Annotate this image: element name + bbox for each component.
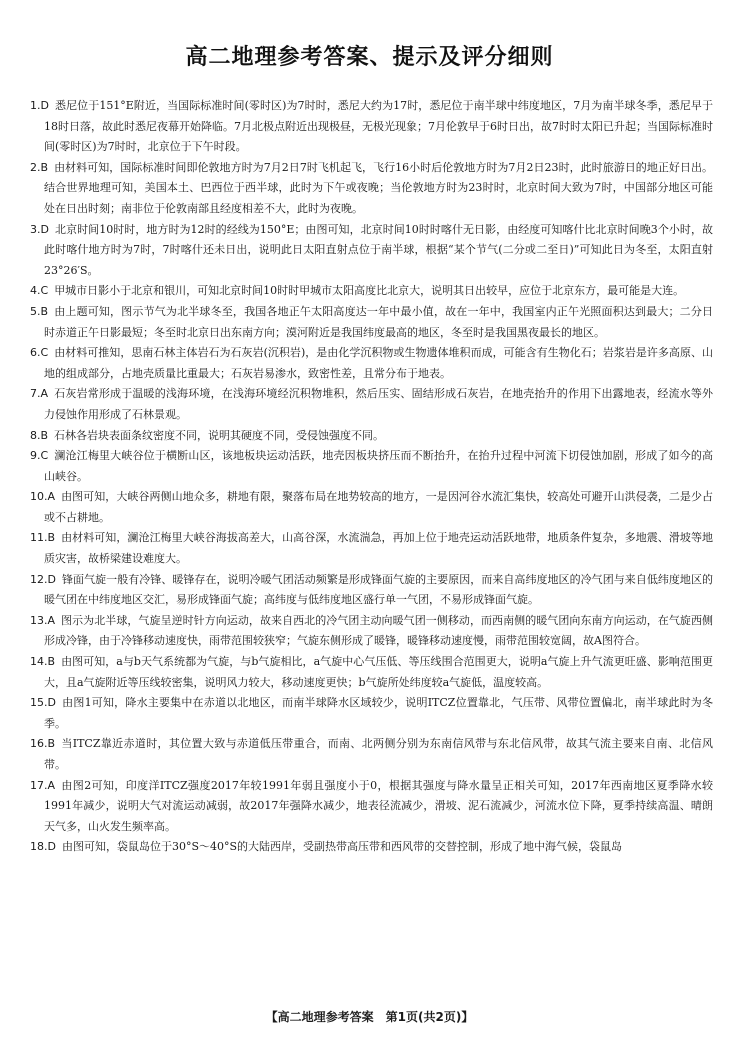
explanation-text: 由上题可知，图示节气为北半球冬至，我国各地正午太阳高度达一年中最小值，故在一年中，我国室内正午光照面积达到最大；二分日时赤道正午日影最短；冬至时北京日出东南方向；漠河附近是我国纬度最高的地区，冬至时是我国黑夜最长的地区。	[44, 304, 713, 339]
explanation-text: 由图可知，a与b天气系统都为气旋，与b气旋相比，a气旋中心气压低、等压线围合范围更大，说明a气旋上升气流更旺盛、影响范围更大，且a气旋附近等压线较密集，说明风力较大，移动速度更快；b气旋所处纬度较a气旋低，温度较高。	[44, 655, 713, 689]
question-number: 17.	[30, 778, 48, 792]
explanation-text: 甲城市日影小于北京和银川，可知北京时间10时时甲城市太阳高度比北京大，说明其日出较早，应位于北京东方，最可能是大连。	[54, 284, 685, 298]
explanation-text: 由材料可知，澜沧江梅里大峡谷海拔高差大，山高谷深，水流湍急，再加上位于地壳运动活跃地带，地质条件复杂，多地震、滑坡等地质灾害，故桥梁建设难度大。	[44, 531, 713, 566]
answer-letter: D	[40, 99, 49, 112]
answer-item	[30, 652, 713, 693]
explanation-text: 北京时间10时时，地方时为12时的经线为150°E；由图可知，北京时间10时时喀什无日影，由经度可知喀什比北京时间晚3个小时，故此时喀什地方时为7时，7时喀什还未日出，说明此日太阳直射点位于南半球，根据“某个节气(二分或二至日)”可知此日为冬至，太阳直射23°26′S。	[44, 222, 713, 277]
answer-letter: D	[47, 696, 56, 710]
answer-letter: C	[40, 449, 49, 463]
question-number: 11.	[30, 531, 48, 545]
explanation-text: 锋面气旋一般有冷锋、暖锋存在，说明冷暖气团活动频繁是形成锋面气旋的主要原因，而来自高纬度地区的冷气团与来自低纬度地区的暖气团在中纬度地区交汇，易形成锋面气旋；高纬度与低纬度地区盛行单一气团，不易形成锋面气旋。	[44, 572, 713, 607]
question-number: 8.	[30, 428, 41, 442]
answer-letter: B	[47, 655, 56, 669]
answer-letter: A	[40, 387, 49, 401]
question-number: 5.	[30, 304, 41, 318]
question-number: 16.	[30, 737, 48, 751]
explanation-text: 当ITCZ靠近赤道时，其位置大致与赤道低压带重合，而南、北两侧分别为东南信风带与东北信风带，故其气流主要来自南、北信风带。	[44, 737, 713, 771]
answer-letter: B	[47, 737, 56, 751]
answer-letter: A	[47, 490, 56, 504]
answer-letter: C	[40, 284, 49, 298]
explanation-text: 由图2可知，印度洋ITCZ强度2017年较1991年弱且强度小于0，根据其强度与降水量呈正相关可知，2017年西南地区夏季降水较1991年减少，说明大气对流运动减弱，故2017年强降水减少，地表径流减少，滑坡、泥石流减少，河流水位下降，夏季持续高温、晴朗天气多，山火发生频率高。	[44, 778, 713, 833]
question-number: 6.	[30, 346, 41, 360]
explanation-text: 由图1可知，降水主要集中在赤道以北地区，而南半球降水区域较少，说明ITCZ位置靠北，气压带、风带位置偏北，南半球此时为冬季。	[44, 696, 713, 730]
answer-item	[30, 158, 713, 220]
explanation-text: 图示为北半球，气旋呈逆时针方向运动，故来自西北的冷气团主动向暖气团一侧移动，而西南侧的暖气团向东南方向运动，在气旋西侧形成冷锋，由于冷锋移动速度快，雨带范围较狭窄；气旋东侧形成了暖锋，暖锋移动速度慢，雨带范围较宽阔，故A图符合。	[44, 613, 713, 648]
answer-letter: D	[40, 222, 49, 236]
answer-item	[30, 528, 713, 569]
answer-letter: C	[40, 346, 49, 360]
answer-letter: A	[47, 778, 56, 792]
answer-item	[30, 776, 713, 838]
answer-item	[30, 570, 713, 611]
explanation-text: 石林各岩块表面条纹密度不同，说明其硬度不同，受侵蚀强度不同。	[54, 428, 385, 442]
explanation-text: 由材料可知，国际标准时间即伦敦地方时为7月2日7时飞机起飞，飞行16小时后伦敦地方时为7月2日23时，此时旅游日的地正好日出。结合世界地理可知，美国本土、巴西位于西半球，此时为下午或夜晚；当伦敦地方时为23时时，北京时间大致为7时，中国部分地区可能处在日出时刻；南非位于伦敦南部且经度相差不大，此时为夜晚。	[44, 160, 713, 215]
question-number: 1.	[30, 99, 41, 112]
answer-letter: B	[40, 428, 49, 442]
answer-item	[30, 693, 713, 734]
explanation-text: 悉尼位于151°E附近，当国际标准时间(零时区)为7时时，悉尼大约为17时，悉尼位于南半球中纬度地区，7月为南半球冬季，悉尼早于18时日落，故此时悉尼夜幕开始降临。7月北极点附近出现极昼，无极光现象；7月伦敦早于6时日出，故7时时太阳已升起；当国际标准时间(零时区)为7时时，北京位于下午时段。	[44, 99, 713, 154]
question-number: 14.	[30, 655, 48, 669]
answer-item	[30, 611, 713, 652]
answer-item	[30, 302, 713, 343]
question-number: 13.	[30, 613, 48, 627]
explanation-text: 由图可知，袋鼠岛位于30°S～40°S的大陆西岸，受副热带高压带和西风带的交替控制，形成了地中海气候，袋鼠岛	[61, 840, 623, 854]
answer-list	[30, 96, 713, 858]
question-number: 15.	[30, 696, 48, 710]
page-title: 高二地理参考答案、提示及评分细则	[185, 45, 554, 70]
question-number: 4.	[30, 284, 41, 298]
question-number: 2.	[30, 160, 41, 174]
answer-letter: B	[40, 304, 49, 318]
answer-item	[30, 384, 713, 425]
explanation-text: 石灰岩常形成于温暖的浅海环境，在浅海环境经沉积物堆积，然后压实、固结形成石灰岩，在地壳抬升的作用下出露地表，经流水等外力侵蚀作用形成了石林景观。	[44, 387, 713, 421]
question-number: 7.	[30, 387, 41, 401]
answer-letter: D	[47, 572, 56, 586]
question-number: 18.	[30, 840, 48, 854]
answer-item	[30, 446, 713, 487]
question-number: 12.	[30, 572, 48, 586]
answer-letter: B	[47, 531, 56, 545]
answer-letter: A	[47, 613, 56, 627]
page-footer: 【高二地理参考答案 第1页(共2页)】	[265, 1010, 474, 1024]
answer-item	[30, 734, 713, 775]
explanation-text: 由图可知，大峡谷两侧山地众多，耕地有限，聚落布局在地势较高的地方，一是因河谷水流汇集快，较高处可避开山洪侵袭，二是少占或不占耕地。	[44, 490, 713, 524]
question-number: 9.	[30, 449, 41, 463]
explanation-text: 澜沧江梅里大峡谷位于横断山区，该地板块运动活跃，地壳因板块挤压而不断抬升，在抬升过程中河流下切侵蚀加剧，形成了如今的高山峡谷。	[44, 449, 713, 483]
question-number: 10.	[30, 490, 48, 504]
answer-item	[30, 343, 713, 384]
answer-item	[30, 96, 713, 158]
answer-letter: D	[47, 840, 56, 854]
answer-item	[30, 281, 713, 302]
answer-item	[30, 837, 713, 858]
answer-letter: B	[40, 160, 49, 174]
answer-item	[30, 220, 713, 282]
question-number: 3.	[30, 222, 41, 236]
answer-item	[30, 426, 713, 447]
explanation-text: 由材料可推知，思南石林主体岩石为石灰岩(沉积岩)，是由化学沉积物或生物遗体堆积而成，可能含有生物化石；岩浆岩是许多高原、山地的组成部分，占地壳质量比重最大；石灰岩易渗水，致密性差，且常分布于地表。	[44, 346, 713, 380]
answer-item	[30, 487, 713, 528]
